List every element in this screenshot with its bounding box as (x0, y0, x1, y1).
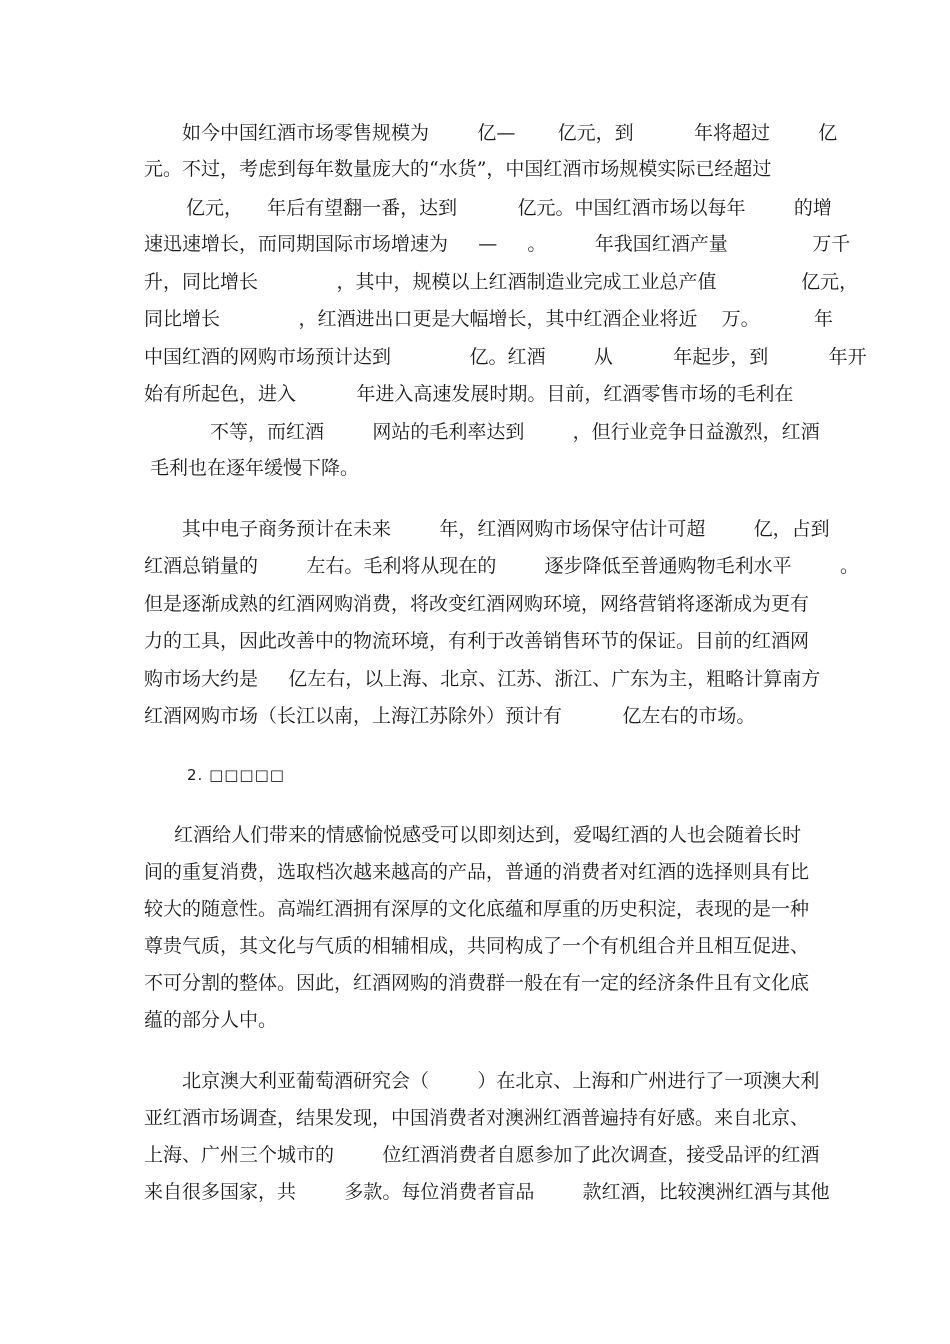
paragraph-2-line-3: 但是逐渐成熟的红酒网购消费，将改变红酒网购环境，网络营销将逐渐成为更有 (144, 593, 810, 615)
paragraph-1-line-9: 不等，而红酒 网站的毛利率达到 ，但行业竞争日益激烈，红酒 (210, 421, 820, 443)
paragraph-1-line-5: 升，同比增长 ，其中，规模以上红酒制造业完成工业总产值 亿元， (144, 271, 859, 293)
paragraph-3-line-6: 蕴的部分人中。 (144, 1009, 278, 1031)
paragraph-1-line-8: 始有所起色，进入 年进入高速发展时期。目前，红酒零售市场的毛利在 (144, 383, 794, 405)
section-heading: 2. □□□□□ (187, 766, 285, 784)
paragraph-4-line-3: 上海、广州三个城市的 位红酒消费者自愿参加了此次调查，接受品评的红酒 (144, 1144, 820, 1166)
paragraph-1-line-6: 同比增长 ，红酒进出口更是大幅增长，其中红酒企业将近 万。 年 (144, 308, 834, 330)
paragraph-1-line-2: 元。不过，考虑到每年数量庞大的“水货”，中国红酒市场规模实际已经超过 (144, 158, 772, 180)
paragraph-4-line-1: 北京澳大利亚葡萄酒研究会（ ）在北京、上海和广州进行了一项澳大利 (182, 1070, 820, 1092)
paragraph-1-line-4: 速迅速增长，而同期国际市场增速为 — 。 年我国红酒产量 万千 (144, 233, 851, 255)
paragraph-3-line-3: 较大的随意性。高端红酒拥有深厚的文化底蕴和厚重的历史积淀，表现的是一种 (144, 898, 810, 920)
paragraph-3-line-2: 间的重复消费，选取档次越来越高的产品，普通的消费者对红酒的选择则具有比 (144, 861, 810, 883)
paragraph-2-line-4: 力的工具，因此改善中的物流环境，有利于改善销售环节的保证。目前的红酒网 (144, 630, 810, 652)
paragraph-3-line-5: 不可分割的整体。因此，红酒网购的消费群一般在有一定的经济条件且有文化底 (144, 972, 810, 994)
paragraph-2-line-2: 红酒总销量的 左右。毛利将从现在的 逐步降低至普通购物毛利水平 。 (144, 555, 859, 577)
paragraph-2-line-6: 红酒网购市场（长江以南，上海江苏除外）预计有 亿左右的市场。 (144, 705, 756, 727)
paragraph-3-line-4: 尊贵气质，其文化与气质的相辅相成，共同构成了一个有机组合并且相互促进、 (144, 935, 810, 957)
paragraph-2-line-5: 购市场大约是 亿左右，以上海、北京、江苏、浙江、广东为主，粗略计算南方 (144, 668, 821, 690)
paragraph-2-line-1: 其中电子商务预计在未来 年，红酒网购市场保守估计可超 亿，占到 (182, 518, 830, 540)
paragraph-3-line-1: 红酒给人们带来的情感愉悦感受可以即刻达到，爱喝红酒的人也会随着长时 (174, 824, 802, 846)
paragraph-1-line-10: 毛利也在逐年缓慢下降。 (150, 457, 360, 479)
paragraph-1-line-3: 亿元， 年后有望翻一番，达到 亿元。中国红酒市场以每年 的增 (186, 197, 832, 219)
paragraph-1-line-1: 如今中国红酒市场零售规模为 亿— 亿元，到 年将超过 亿 (182, 122, 838, 144)
paragraph-4-line-2: 亚红酒市场调查，结果发现，中国消费者对澳洲红酒普遍持有好感。来自北京、 (144, 1107, 810, 1129)
paragraph-4-line-4: 来自很多国家，共 多款。每位消费者盲品 款红酒，比较澳洲红酒与其他 (144, 1181, 830, 1203)
paragraph-1-line-7: 中国红酒的网购市场预计达到 亿。红酒 从 年起步，到 年开 (144, 346, 867, 368)
